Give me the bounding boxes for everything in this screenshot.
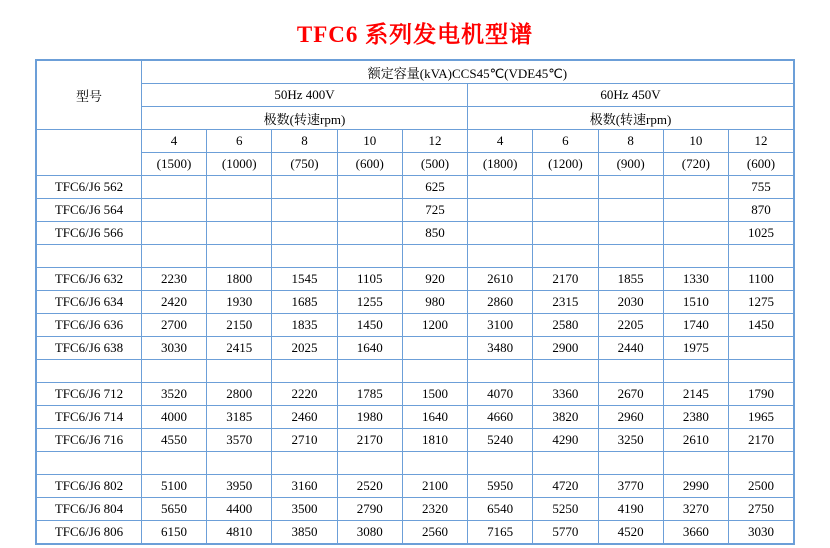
- table-row: [36, 383, 794, 406]
- value-cell-60hz: 1740: [663, 314, 728, 337]
- value-cell-50hz: [141, 176, 206, 199]
- table-row: [36, 406, 794, 429]
- value-cell-60hz: 3360: [533, 383, 598, 406]
- value-cell-60hz: 2030: [598, 291, 663, 314]
- value-cell-50hz: 6150: [141, 521, 206, 545]
- value-cell-50hz: 625: [402, 176, 467, 199]
- value-cell-50hz: 1835: [272, 314, 337, 337]
- header-row-pole-numbers: [36, 130, 794, 153]
- value-cell-60hz: 2610: [663, 429, 728, 452]
- value-cell-50hz: 2560: [402, 521, 467, 545]
- spacer-cell: [468, 360, 533, 383]
- value-cell-60hz: 1450: [729, 314, 795, 337]
- table-row: [36, 429, 794, 452]
- model-column-header-spacer: [36, 130, 141, 176]
- value-cell-50hz: 2170: [337, 429, 402, 452]
- value-cell-60hz: 1510: [663, 291, 728, 314]
- header-row-frequency: [36, 84, 794, 107]
- value-cell-50hz: 2420: [141, 291, 206, 314]
- value-cell-50hz: 2230: [141, 268, 206, 291]
- value-cell-60hz: [598, 176, 663, 199]
- model-cell: TFC6/J6 802: [36, 475, 141, 498]
- spacer-cell: [337, 360, 402, 383]
- spacer-cell: [141, 452, 206, 475]
- spacer-cell: [402, 452, 467, 475]
- rpm-60-3: (900): [598, 153, 663, 176]
- value-cell-50hz: 1785: [337, 383, 402, 406]
- value-cell-60hz: 2610: [468, 268, 533, 291]
- value-cell-50hz: 2460: [272, 406, 337, 429]
- value-cell-50hz: 1255: [337, 291, 402, 314]
- spacer-cell: [533, 360, 598, 383]
- pole-60-4: 10: [663, 130, 728, 153]
- value-cell-60hz: 2750: [729, 498, 795, 521]
- value-cell-60hz: 2380: [663, 406, 728, 429]
- value-cell-50hz: [272, 222, 337, 245]
- value-cell-60hz: [533, 176, 598, 199]
- freq-group-60hz: 60Hz 450V: [468, 84, 794, 107]
- spacer-cell: [337, 452, 402, 475]
- value-cell-60hz: 3100: [468, 314, 533, 337]
- value-cell-60hz: 2170: [533, 268, 598, 291]
- value-cell-50hz: 4550: [141, 429, 206, 452]
- value-cell-60hz: 2960: [598, 406, 663, 429]
- value-cell-60hz: 2145: [663, 383, 728, 406]
- spacer-cell: [207, 245, 272, 268]
- spacer-cell: [598, 245, 663, 268]
- value-cell-50hz: [337, 199, 402, 222]
- value-cell-60hz: 4660: [468, 406, 533, 429]
- value-cell-60hz: [468, 199, 533, 222]
- value-cell-50hz: 2320: [402, 498, 467, 521]
- value-cell-50hz: [337, 222, 402, 245]
- table-data-body: [36, 176, 794, 545]
- value-cell-50hz: 1685: [272, 291, 337, 314]
- value-cell-50hz: 1800: [207, 268, 272, 291]
- value-cell-50hz: 1810: [402, 429, 467, 452]
- value-cell-50hz: 5100: [141, 475, 206, 498]
- header-row-poles-label: [36, 107, 794, 130]
- model-cell: TFC6/J6 562: [36, 176, 141, 199]
- table-row: [36, 337, 794, 360]
- table-row: [36, 498, 794, 521]
- pole-60-1: 4: [468, 130, 533, 153]
- spacer-cell: [337, 245, 402, 268]
- value-cell-50hz: 1450: [337, 314, 402, 337]
- value-cell-50hz: [207, 199, 272, 222]
- value-cell-50hz: 850: [402, 222, 467, 245]
- value-cell-50hz: 2025: [272, 337, 337, 360]
- value-cell-60hz: 3820: [533, 406, 598, 429]
- value-cell-60hz: 3770: [598, 475, 663, 498]
- table-row: [36, 314, 794, 337]
- spacer-cell: [663, 360, 728, 383]
- table-row: [36, 268, 794, 291]
- model-cell: TFC6/J6 716: [36, 429, 141, 452]
- spacer-cell: [729, 360, 795, 383]
- value-cell-60hz: 1855: [598, 268, 663, 291]
- value-cell-60hz: [468, 176, 533, 199]
- value-cell-60hz: 3480: [468, 337, 533, 360]
- value-cell-50hz: [207, 222, 272, 245]
- value-cell-50hz: [272, 176, 337, 199]
- model-column-header: 型号: [36, 60, 141, 130]
- value-cell-60hz: 5250: [533, 498, 598, 521]
- spacer-cell: [468, 245, 533, 268]
- pole-60-2: 6: [533, 130, 598, 153]
- value-cell-50hz: 3080: [337, 521, 402, 545]
- page-title: TFC6 系列发电机型谱: [296, 22, 534, 47]
- value-cell-60hz: [729, 337, 795, 360]
- spacer-cell: [36, 452, 141, 475]
- model-cell: TFC6/J6 806: [36, 521, 141, 545]
- value-cell-60hz: 5770: [533, 521, 598, 545]
- value-cell-50hz: 1930: [207, 291, 272, 314]
- value-cell-50hz: 1500: [402, 383, 467, 406]
- model-cell: TFC6/J6 566: [36, 222, 141, 245]
- spacer-cell: [663, 452, 728, 475]
- value-cell-50hz: 2700: [141, 314, 206, 337]
- table-row: [36, 222, 794, 245]
- value-cell-60hz: 4290: [533, 429, 598, 452]
- value-cell-60hz: 1275: [729, 291, 795, 314]
- value-cell-60hz: 1100: [729, 268, 795, 291]
- model-cell: TFC6/J6 634: [36, 291, 141, 314]
- value-cell-50hz: 1200: [402, 314, 467, 337]
- spacer-cell: [272, 360, 337, 383]
- pole-60-3: 8: [598, 130, 663, 153]
- poles-label-50hz: 极数(转速rpm): [141, 107, 467, 130]
- model-cell: TFC6/J6 632: [36, 268, 141, 291]
- value-cell-50hz: 4000: [141, 406, 206, 429]
- value-cell-60hz: 2315: [533, 291, 598, 314]
- value-cell-50hz: 1105: [337, 268, 402, 291]
- model-cell: TFC6/J6 714: [36, 406, 141, 429]
- value-cell-50hz: 3160: [272, 475, 337, 498]
- value-cell-60hz: 1965: [729, 406, 795, 429]
- spacer-cell: [36, 245, 141, 268]
- spacer-cell: [533, 452, 598, 475]
- model-cell: TFC6/J6 636: [36, 314, 141, 337]
- value-cell-50hz: 3570: [207, 429, 272, 452]
- value-cell-60hz: [533, 222, 598, 245]
- value-cell-50hz: 2415: [207, 337, 272, 360]
- value-cell-50hz: 3850: [272, 521, 337, 545]
- spacer-cell: [663, 245, 728, 268]
- value-cell-60hz: 2500: [729, 475, 795, 498]
- value-cell-50hz: [337, 176, 402, 199]
- value-cell-50hz: 4400: [207, 498, 272, 521]
- value-cell-60hz: 3030: [729, 521, 795, 545]
- value-cell-60hz: 2205: [598, 314, 663, 337]
- rpm-60-5: (600): [729, 153, 795, 176]
- value-cell-50hz: 3500: [272, 498, 337, 521]
- rpm-50-2: (1000): [207, 153, 272, 176]
- rpm-60-2: (1200): [533, 153, 598, 176]
- value-cell-60hz: [468, 222, 533, 245]
- value-cell-60hz: 4720: [533, 475, 598, 498]
- value-cell-50hz: 3950: [207, 475, 272, 498]
- table-header-body: [36, 60, 794, 176]
- value-cell-50hz: 2520: [337, 475, 402, 498]
- model-cell: TFC6/J6 712: [36, 383, 141, 406]
- value-cell-50hz: 2710: [272, 429, 337, 452]
- table-row: [36, 199, 794, 222]
- value-cell-60hz: [598, 222, 663, 245]
- spacer-cell: [402, 360, 467, 383]
- header-row-rpm: [36, 153, 794, 176]
- value-cell-50hz: [207, 176, 272, 199]
- spacer-cell: [729, 245, 795, 268]
- spacer-cell: [272, 452, 337, 475]
- spacer-cell: [598, 452, 663, 475]
- value-cell-60hz: 4520: [598, 521, 663, 545]
- rpm-60-1: (1800): [468, 153, 533, 176]
- spacer-cell: [207, 360, 272, 383]
- group-spacer-row: [36, 452, 794, 475]
- rpm-60-4: (720): [663, 153, 728, 176]
- value-cell-50hz: 1545: [272, 268, 337, 291]
- value-cell-60hz: 2440: [598, 337, 663, 360]
- value-cell-50hz: 725: [402, 199, 467, 222]
- value-cell-60hz: 2170: [729, 429, 795, 452]
- value-cell-50hz: 1640: [337, 337, 402, 360]
- value-cell-60hz: 1330: [663, 268, 728, 291]
- group-spacer-row: [36, 245, 794, 268]
- value-cell-50hz: 2220: [272, 383, 337, 406]
- value-cell-50hz: [141, 222, 206, 245]
- value-cell-60hz: [663, 199, 728, 222]
- value-cell-60hz: 755: [729, 176, 795, 199]
- value-cell-60hz: 4070: [468, 383, 533, 406]
- capacity-header: 额定容量(kVA)CCS45℃(VDE45℃): [141, 60, 794, 84]
- value-cell-60hz: 2860: [468, 291, 533, 314]
- value-cell-60hz: [663, 176, 728, 199]
- value-cell-60hz: [533, 199, 598, 222]
- model-cell: TFC6/J6 804: [36, 498, 141, 521]
- value-cell-60hz: [663, 222, 728, 245]
- value-cell-60hz: 7165: [468, 521, 533, 545]
- spacer-cell: [598, 360, 663, 383]
- value-cell-50hz: 1980: [337, 406, 402, 429]
- value-cell-60hz: 3250: [598, 429, 663, 452]
- spacer-cell: [468, 452, 533, 475]
- value-cell-50hz: 3030: [141, 337, 206, 360]
- value-cell-60hz: [598, 199, 663, 222]
- value-cell-50hz: [402, 337, 467, 360]
- rpm-50-4: (600): [337, 153, 402, 176]
- rpm-50-3: (750): [272, 153, 337, 176]
- value-cell-50hz: 980: [402, 291, 467, 314]
- value-cell-60hz: 1975: [663, 337, 728, 360]
- pole-50-5: 12: [402, 130, 467, 153]
- model-cell: TFC6/J6 564: [36, 199, 141, 222]
- table-row: [36, 291, 794, 314]
- rpm-50-5: (500): [402, 153, 467, 176]
- value-cell-60hz: 2580: [533, 314, 598, 337]
- freq-group-50hz: 50Hz 400V: [141, 84, 467, 107]
- spacer-cell: [207, 452, 272, 475]
- value-cell-50hz: 1640: [402, 406, 467, 429]
- group-spacer-row: [36, 360, 794, 383]
- value-cell-50hz: 5650: [141, 498, 206, 521]
- spacer-cell: [36, 360, 141, 383]
- value-cell-60hz: 2670: [598, 383, 663, 406]
- value-cell-60hz: 1790: [729, 383, 795, 406]
- value-cell-50hz: 920: [402, 268, 467, 291]
- table-row: [36, 521, 794, 545]
- value-cell-50hz: [141, 199, 206, 222]
- value-cell-60hz: 1025: [729, 222, 795, 245]
- rpm-50-1: (1500): [141, 153, 206, 176]
- spacer-cell: [533, 245, 598, 268]
- pole-50-1: 4: [141, 130, 206, 153]
- pole-50-3: 8: [272, 130, 337, 153]
- value-cell-50hz: 2150: [207, 314, 272, 337]
- pole-50-2: 6: [207, 130, 272, 153]
- value-cell-60hz: 5240: [468, 429, 533, 452]
- generator-spec-table: [35, 59, 795, 545]
- table-row: [36, 475, 794, 498]
- value-cell-50hz: 2800: [207, 383, 272, 406]
- spacer-cell: [141, 360, 206, 383]
- value-cell-60hz: 3660: [663, 521, 728, 545]
- table-row: [36, 176, 794, 199]
- value-cell-60hz: 4190: [598, 498, 663, 521]
- spacer-cell: [729, 452, 795, 475]
- pole-50-4: 10: [337, 130, 402, 153]
- model-cell: TFC6/J6 638: [36, 337, 141, 360]
- value-cell-50hz: 2100: [402, 475, 467, 498]
- value-cell-60hz: 3270: [663, 498, 728, 521]
- spacer-cell: [272, 245, 337, 268]
- value-cell-50hz: 3185: [207, 406, 272, 429]
- value-cell-60hz: 2900: [533, 337, 598, 360]
- spacer-cell: [141, 245, 206, 268]
- header-row-capacity: [36, 60, 794, 84]
- value-cell-50hz: [272, 199, 337, 222]
- value-cell-50hz: 3520: [141, 383, 206, 406]
- value-cell-60hz: 6540: [468, 498, 533, 521]
- poles-label-60hz: 极数(转速rpm): [468, 107, 794, 130]
- value-cell-60hz: 2990: [663, 475, 728, 498]
- spacer-cell: [402, 245, 467, 268]
- value-cell-60hz: 5950: [468, 475, 533, 498]
- value-cell-60hz: 870: [729, 199, 795, 222]
- pole-60-5: 12: [729, 130, 795, 153]
- value-cell-50hz: 2790: [337, 498, 402, 521]
- value-cell-50hz: 4810: [207, 521, 272, 545]
